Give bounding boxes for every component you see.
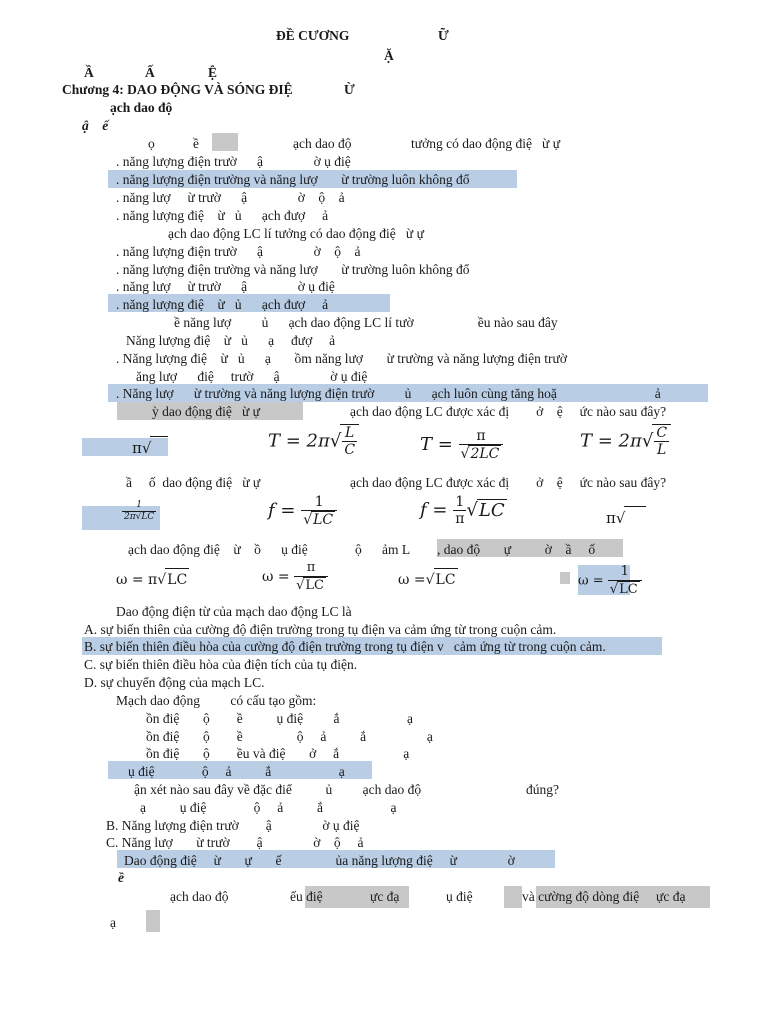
q3-stem: ề năng lượ ủ ạch dao động LC lí tườ ều nào sau đây [174, 315, 558, 330]
q1-stem-b: ề [193, 136, 199, 151]
q2-option-d: . năng lượng điệ ừ ủ ạch đượ ả [116, 297, 329, 312]
q1-option-d: . năng lượng điệ ừ ủ ạch đượ ả [116, 208, 329, 223]
q4-option-b: T = 2π√ $\frac{L}{C}$ [268, 424, 359, 458]
q9-option-c: C. Năng lượ ừ trườ ậ ờ ộ ả [106, 835, 364, 850]
q7-option-d: D. sự chuyển động của mạch LC. [84, 675, 265, 690]
q8-stem: Mạch dao động có cấu tạo gồm: [116, 693, 317, 708]
q10-heading: ề [118, 870, 124, 885]
q6-option-a: ω = π√LC [116, 568, 189, 591]
q6-stem-b: , dao độ ự ờ ầ ố [437, 542, 596, 557]
q8-option-b: ồn điệ ộ ề ộ ả ắ ạ [146, 729, 433, 744]
q9-option-b: B. Năng lượng điện trườ ậ ờ ụ điệ [106, 818, 360, 833]
q3-option-c: ăng lượ điệ trườ ậ ờ ụ điệ [136, 369, 368, 384]
q4-stem-b: ạch dao động LC được xác đị ở ệ ức nào sau đây? [350, 404, 667, 419]
q10-tail: ạ [110, 915, 116, 930]
q2-option-b: . năng lượng điện trường và năng lượ ừ trường luôn không đổ [116, 262, 470, 277]
q8-option-a: ồn điệ ộ ề ụ điệ ắ ạ [146, 711, 413, 726]
q9-stem-b: đúng? [526, 782, 559, 797]
q7-stem: Dao động điện từ của mạch dao động LC là [116, 604, 352, 619]
q8-option-c: ồn điệ ộ ều và điệ ở ắ ạ [146, 746, 410, 761]
q2-stem: ạch dao động LC lí tưởng có dao động điệ ừ ự [168, 226, 424, 241]
q5-option-d: π√ [606, 506, 646, 529]
q3-option-a: Năng lượng điệ ừ ủ ạ đượ ả [126, 333, 336, 348]
q9-stem-a: ận xét nào sau đây về đặc điể ủ ạch dao độ [134, 782, 422, 797]
shade-q6-d-box [560, 572, 570, 584]
section-heading: ạch dao độ [110, 100, 173, 115]
q10-stem-d: ụ điệ [446, 889, 473, 904]
q10-stem-e: và cường độ dòng điệ ực đạ [522, 889, 686, 904]
q6-option-c: ω =√LC [398, 568, 458, 591]
q7-option-a: A. sự biến thiên của cường độ điện trường trong tụ điện va cảm ứng từ trong cuộn cảm. [84, 622, 557, 637]
q10-stem-b: ếu điệ [290, 889, 323, 904]
q4-option-a: π√ [132, 436, 168, 459]
shade-q1 [212, 133, 238, 151]
q9-option-a: ạ ụ điệ ộ ả ắ ạ [140, 800, 397, 815]
doc-title: ĐỀ CƯƠNG [276, 28, 350, 43]
chapter-heading: Chương 4: DAO ĐỘNG VÀ SÓNG ĐIỆ [62, 82, 293, 97]
q3-option-b: . Năng lượng điệ ừ ủ ạ ồm năng lượ ừ trường và năng lượng điện trườ [116, 351, 567, 366]
q10-stem-a: ạch dao độ [170, 889, 229, 904]
q5-option-b: f = $\frac{1}{√LC}$ [268, 494, 337, 528]
q2-option-c: . năng lượ ừ trườ ậ ờ ụ điệ [116, 279, 335, 294]
q9-option-d: Dao động điệ ừ ự ế ủa năng lượng điệ ừ ờ [124, 853, 515, 868]
q7-option-b: B. sự biến thiên điều hòa của cường độ điện trường trong tụ điện v cảm ứng từ trong cuộn cảm. [84, 639, 606, 654]
shade-q10-d [146, 910, 160, 932]
q6-option-d: ω = $\frac{1}{√LC}$ [578, 564, 642, 598]
q4-stem-a: ỳ dao động điệ ừ ự [152, 404, 260, 419]
subsection-heading: ậ ế [82, 118, 109, 133]
q1-option-a: . năng lượng điện trườ ậ ờ ụ điệ [116, 154, 351, 169]
q6-stem-a: ạch dao động điệ ừ ồ ụ điệ ộ ảm L [128, 542, 411, 557]
q1-stem-d: tưởng có dao động điệ ừ ự [411, 136, 561, 151]
q5-stem-a: ầ ố dao động điệ ừ ự [126, 475, 261, 490]
q3-option-d: . Năng lượ ừ trường và năng lượng điện trườ ủ ạch luôn cùng tăng hoặ ả [116, 386, 661, 401]
shade-q10-b [504, 886, 522, 908]
doc-subtitle-2a: Ầ [84, 65, 94, 80]
q2-option-a: . năng lượng điện trườ ậ ờ ộ ả [116, 244, 361, 259]
q4-option-c: T = $\frac{\pi}{√2LC}$ [420, 428, 503, 462]
chapter-heading-tail: Ừ [344, 82, 355, 97]
q5-option-c: f = $\frac{1}{\pi}$ √LC [420, 494, 505, 527]
q1-stem-a: ọ [148, 136, 155, 151]
q1-option-b: . năng lượng điện trường và năng lượ ừ trường luôn không đổ [116, 172, 470, 187]
q5-option-a: $\frac{1}{2\pi√LC}$ [124, 500, 155, 522]
doc-subtitle-2c: Ệ [208, 65, 218, 80]
q10-stem-c: ực đạ [370, 889, 400, 904]
doc-subtitle-2b: Ấ [145, 65, 155, 80]
q6-option-b: ω = $\frac{\pi}{√LC}$ [262, 560, 328, 594]
q4-option-d: T = 2π√ $\frac{C}{L}$ [580, 424, 671, 458]
doc-title-tail: Ữ [438, 28, 449, 43]
q8-option-d: ụ điệ ộ ả ắ ạ [128, 764, 345, 779]
q1-option-c: . năng lượ ừ trườ ậ ờ ộ ả [116, 190, 345, 205]
q7-option-c: C. sự biến thiên điều hòa của điện tích của tụ điện. [84, 657, 358, 672]
q1-stem-c: ạch dao độ [293, 136, 352, 151]
q5-stem-b: ạch dao động LC được xác đị ở ệ ức nào sau đây? [350, 475, 667, 490]
doc-subtitle: Ặ [384, 48, 394, 63]
